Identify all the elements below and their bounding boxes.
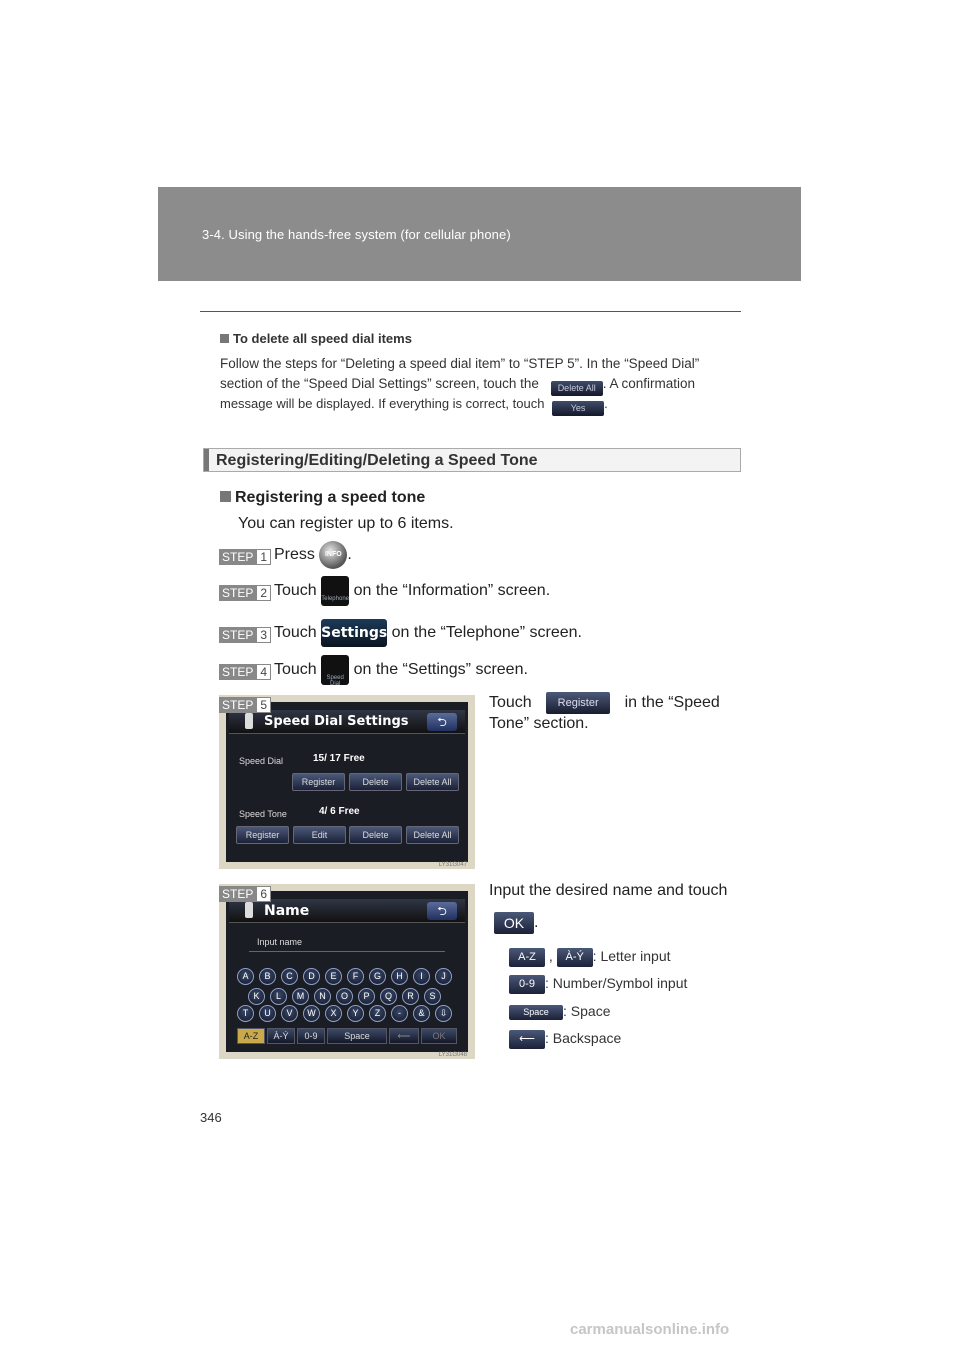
keyboard-key: U — [259, 1005, 276, 1022]
09-button-icon: 0-9 — [509, 975, 545, 994]
step-3-text: Touch Settings on the “Telephone” screen. — [274, 619, 582, 647]
info-button-icon: INFO — [319, 541, 347, 569]
speed-tone-label: Speed Tone — [239, 809, 287, 819]
keyboard-key: N — [314, 988, 331, 1005]
keyboard-key: G — [369, 968, 386, 985]
legend-backspace: ⟵ : Backspace — [509, 1030, 621, 1049]
register-subtext: You can register up to 6 items. — [238, 515, 454, 532]
legend-number-input: 0-9 : Number/Symbol input — [509, 975, 687, 994]
keyboard-key: W — [303, 1005, 320, 1022]
ok-button-icon: OK — [494, 912, 534, 934]
divider — [200, 311, 741, 312]
section-title: Registering/Editing/Deleting a Speed Tone — [216, 452, 538, 469]
speed-dial-icon: Speed Dial — [321, 655, 349, 685]
keyboard-key: H — [391, 968, 408, 985]
image-code: LY31G047 — [438, 862, 467, 868]
speed-dial-label: Speed Dial — [239, 756, 284, 766]
backspace-key: ⟵ — [389, 1028, 419, 1044]
keyboard-key: A — [237, 968, 254, 985]
watermark: carmanualsonline.info — [570, 1321, 730, 1338]
keyboard-key: Y — [347, 1005, 364, 1022]
speed-dial-count: 15/ 17 Free — [313, 753, 365, 764]
delete-all-heading: To delete all speed dial items — [220, 331, 412, 346]
step-4-badge: STEP 4 — [219, 664, 271, 680]
keyboard-key: P — [358, 988, 375, 1005]
speed-tone-count: 4/ 6 Free — [319, 806, 360, 817]
section-heading-box — [203, 448, 741, 472]
section-bar — [204, 449, 209, 471]
keyboard-key: K — [248, 988, 265, 1005]
image-code: LY31G048 — [438, 1052, 467, 1058]
delete-all-line1: Follow the steps for “Deleting a speed dial item” to “STEP 5”. In the “Speed Dial” — [220, 356, 700, 371]
step-1-badge: STEP 1 — [219, 549, 271, 565]
delete-all-button-icon: Delete All — [551, 381, 603, 396]
keyboard-key: X — [325, 1005, 342, 1022]
step-4-text: Touch Speed Dial on the “Settings” screen. — [274, 655, 528, 685]
screen-title: Speed Dial Settings — [264, 714, 409, 729]
legend-letter-input: A-Z , À-Ý : Letter input — [509, 948, 671, 967]
square-bullet-icon — [220, 491, 231, 502]
step-5-badge: STEP 5 — [219, 697, 271, 713]
ok-key: OK — [421, 1028, 457, 1044]
keyboard-key: L — [270, 988, 287, 1005]
speed-tone-delete-all-button: Delete All — [406, 826, 459, 844]
register-button-icon: Register — [546, 692, 610, 714]
input-name-label: Input name — [257, 937, 303, 947]
screen-title: Name — [264, 903, 310, 919]
step-5-text: Touch Register in the “Speed — [489, 692, 736, 714]
keyboard-key: M — [292, 988, 309, 1005]
keyboard-key: I — [413, 968, 430, 985]
input-line — [249, 951, 445, 952]
space-button-icon: Space — [509, 1005, 563, 1020]
mode-az-key: A-Z — [237, 1028, 265, 1044]
keyboard-key: C — [281, 968, 298, 985]
keyboard-key: R — [402, 988, 419, 1005]
screen-title-bar — [229, 899, 465, 923]
step-6-text: Input the desired name and touch — [489, 882, 728, 899]
phone-icon — [245, 902, 253, 918]
square-bullet-icon — [220, 334, 229, 343]
az-button-icon: A-Z — [509, 948, 545, 967]
speed-dial-register-button: Register — [292, 773, 345, 791]
register-heading: Registering a speed tone — [220, 489, 425, 507]
step-6-ok-line: OK . — [494, 912, 538, 934]
speed-dial-settings-screenshot — [219, 695, 475, 869]
keyboard-key: O — [336, 988, 353, 1005]
back-icon: ⮌ — [427, 902, 457, 920]
keyboard-key: D — [303, 968, 320, 985]
keyboard-key: F — [347, 968, 364, 985]
keyboard-key: J — [435, 968, 452, 985]
speed-dial-delete-button: Delete — [349, 773, 402, 791]
keyboard-key: Z — [369, 1005, 386, 1022]
step-2-badge: STEP 2 — [219, 585, 271, 601]
speed-tone-register-button: Register — [236, 826, 289, 844]
space-key: Space — [327, 1028, 387, 1044]
keyboard-key: - — [391, 1005, 408, 1022]
mode-09-key: 0-9 — [297, 1028, 325, 1044]
step-1-text: Press INFO . — [274, 541, 352, 569]
step-5-text-line2: Tone” section. — [489, 715, 589, 732]
keyboard-key: S — [424, 988, 441, 1005]
back-icon: ⮌ — [427, 713, 457, 731]
backspace-button-icon: ⟵ — [509, 1030, 545, 1049]
ay-button-icon: À-Ý — [557, 948, 593, 967]
delete-all-line3: message will be displayed. If everything is correct, touch Yes . — [220, 394, 736, 416]
keyboard-key: V — [281, 1005, 298, 1022]
step-3-badge: STEP 3 — [219, 627, 271, 643]
screen-title-bar — [229, 710, 465, 734]
mode-ay-key: À-Ý — [267, 1028, 295, 1044]
speed-dial-delete-all-button: Delete All — [406, 773, 459, 791]
page-number: 346 — [200, 1110, 222, 1125]
speed-tone-delete-button: Delete — [349, 826, 402, 844]
delete-all-line2: section of the “Speed Dial Settings” screen, touch the Delete All . A confirmation — [220, 374, 736, 396]
legend-space: Space : Space — [509, 1003, 610, 1020]
keyboard-key: ⇩ — [435, 1005, 452, 1022]
keyboard-key: Q — [380, 988, 397, 1005]
step-6-badge: STEP 6 — [219, 886, 271, 902]
telephone-icon: Telephone — [321, 576, 349, 606]
keyboard-key: T — [237, 1005, 254, 1022]
step-2-text: Touch Telephone on the “Information” screen. — [274, 576, 550, 606]
yes-button-icon: Yes — [552, 401, 604, 416]
chapter-title: 3-4. Using the hands-free system (for cellular phone) — [202, 227, 511, 242]
chapter-header-bar — [158, 187, 801, 281]
settings-button-icon: Settings — [321, 619, 387, 647]
keyboard-key: E — [325, 968, 342, 985]
keyboard-key: & — [413, 1005, 430, 1022]
name-input-screenshot — [219, 884, 475, 1059]
speed-tone-edit-button: Edit — [293, 826, 346, 844]
keyboard-key: B — [259, 968, 276, 985]
phone-icon — [245, 713, 253, 729]
